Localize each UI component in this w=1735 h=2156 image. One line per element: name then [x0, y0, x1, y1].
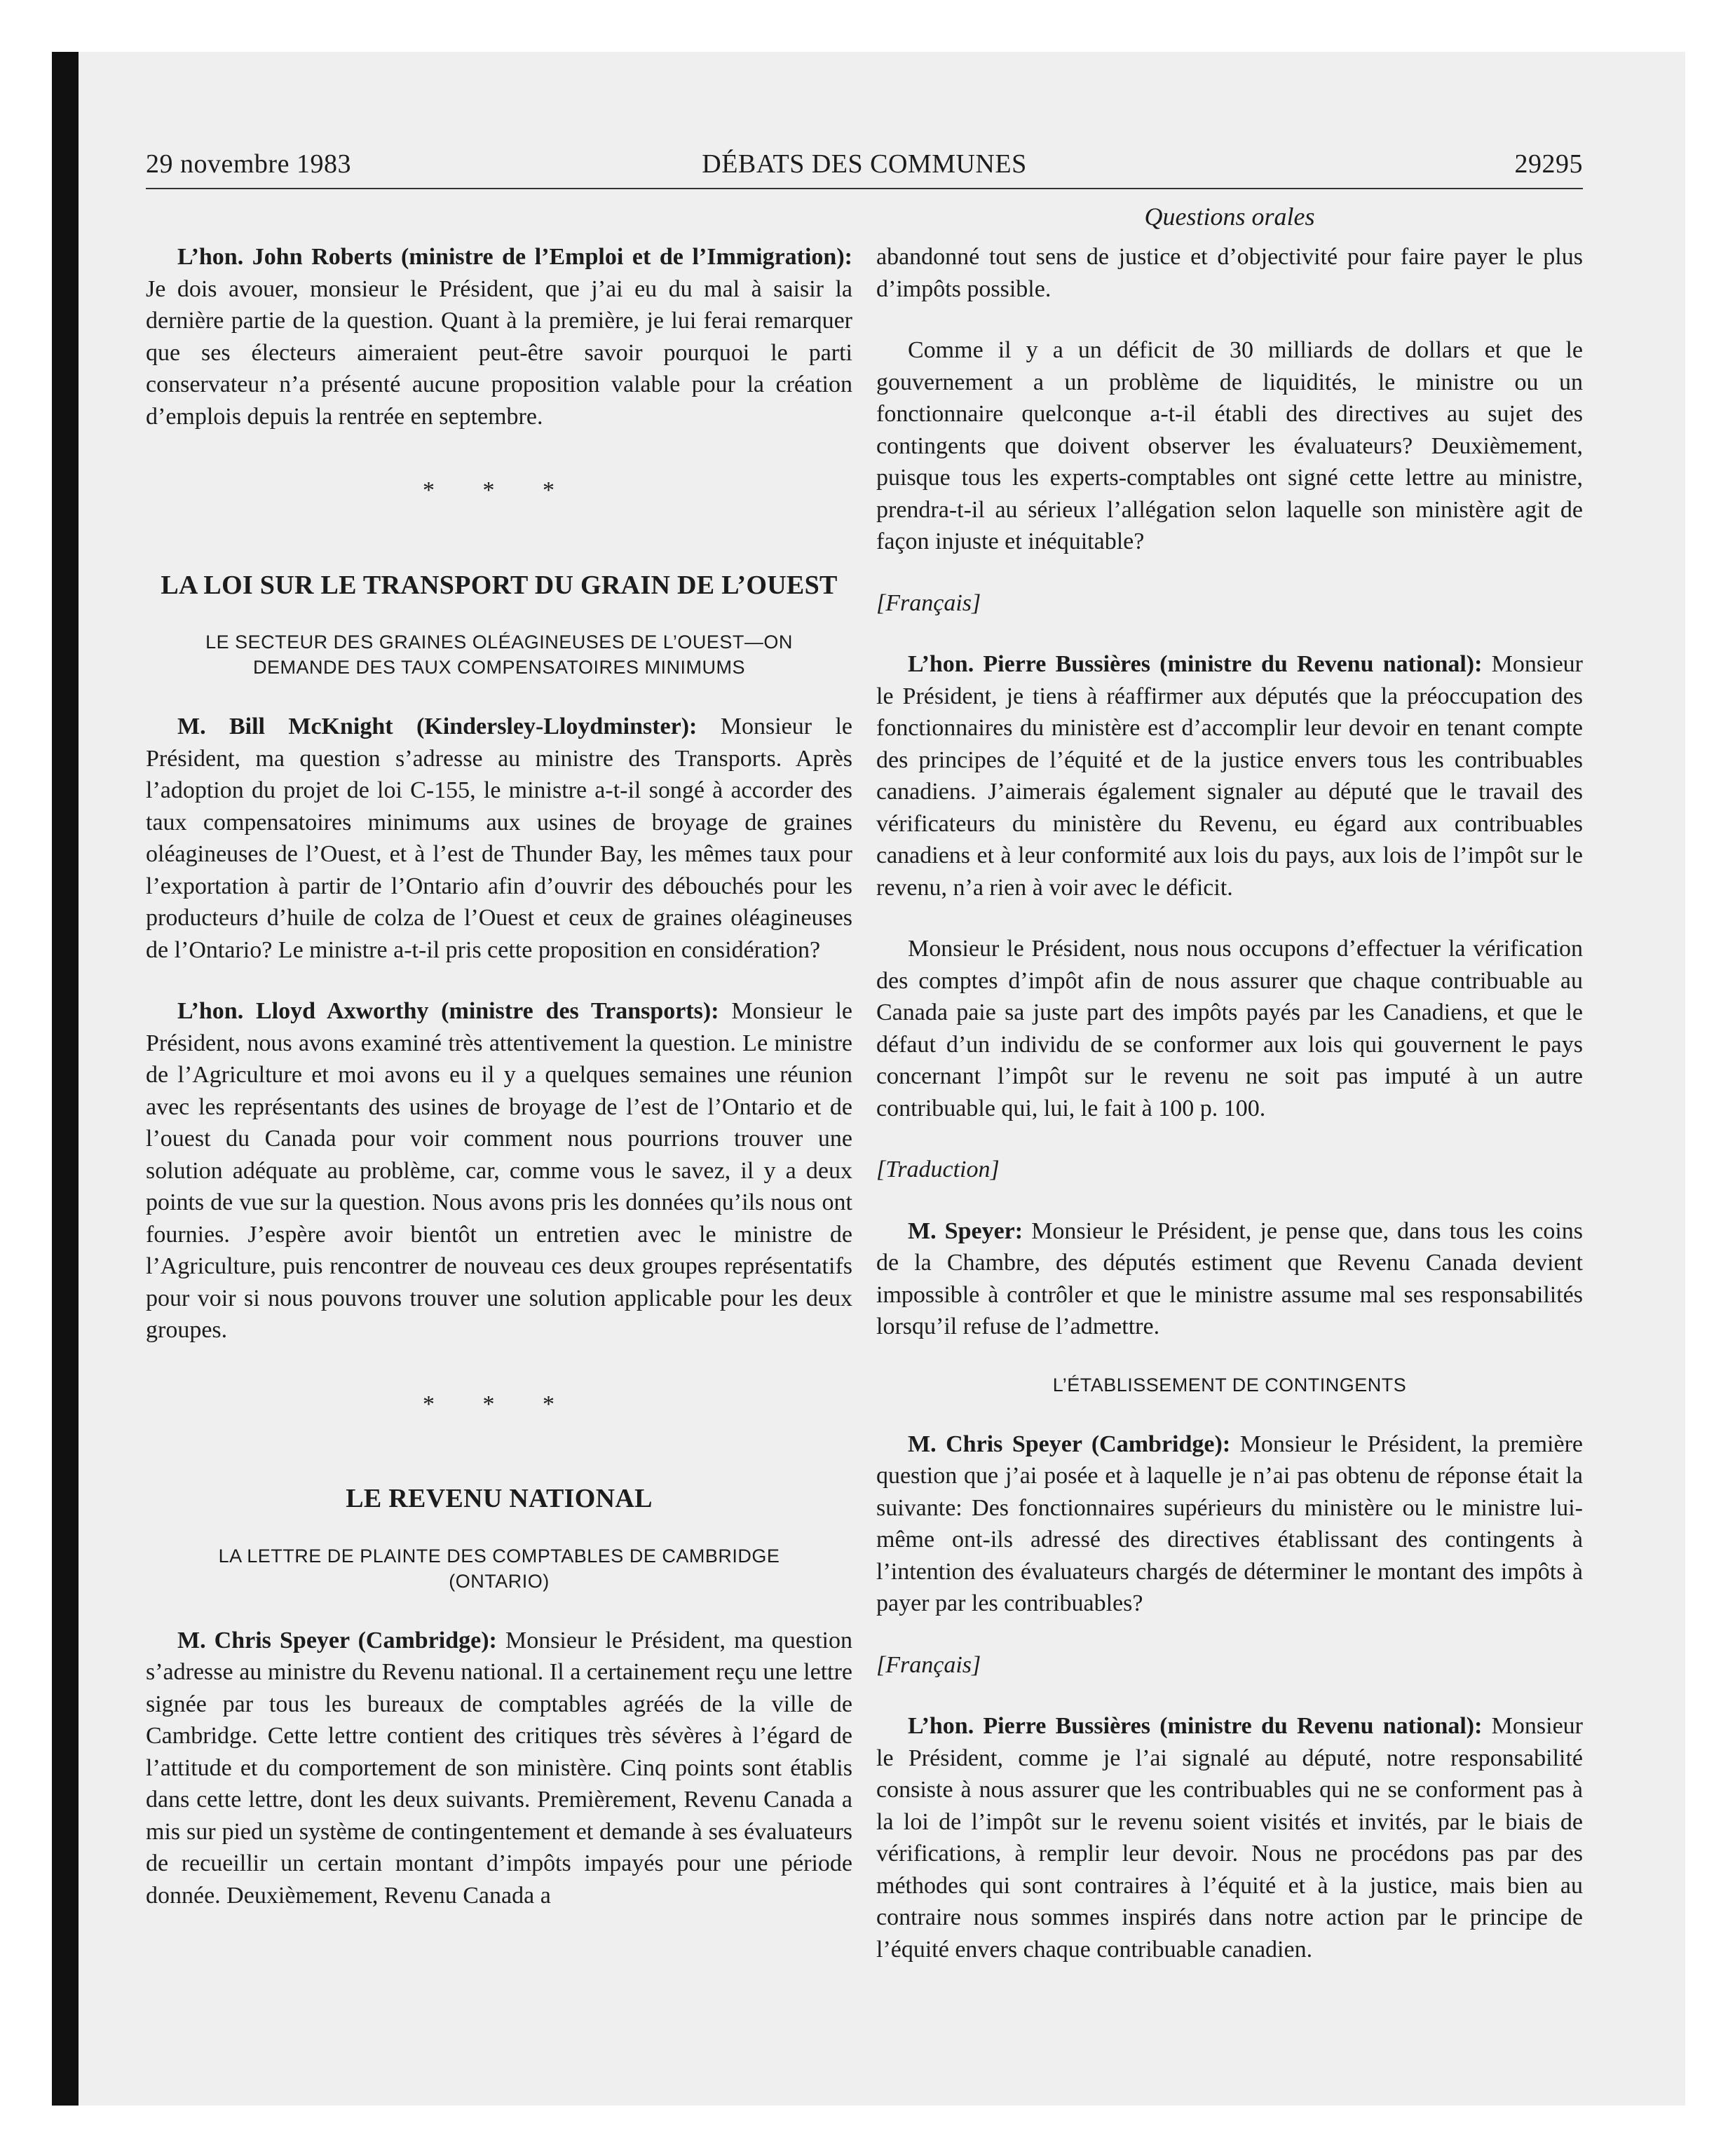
page-header — [146, 149, 1583, 189]
speaker-name: L’hon. Pierre Bussières (ministre du Revenu national): — [908, 1713, 1483, 1739]
speech-text: Monsieur le Président, comme je l’ai signalé au député, notre responsabilité consiste à nous assurer que les contribuables qui ne se conforment pas à la loi de l’impôt sur le revenu soient visités et invités, par le biais de vérifications, à remplir leur devoir. Nous ne procédons pas par des méthodes qui sont contraires à l’équité et à la justice, mais bien au contraire nous sommes inspirés dans notre action par le principe de l’équité envers chaque contribuable canadien. — [876, 1713, 1583, 1963]
speech-text: Monsieur le Président, ma question s’adresse au ministre du Revenu national. Il a certainement reçu une lettre signée par tous les bureaux de comptables agréés de la ville de Cambridge. Cette lettre contient des critiques très sévères à l’égard de l’attitude et du comportement de son ministère. Cinq points sont établis dans cette lettre, dont les deux suivants. Premièrement, Revenu Canada a mis sur pied un système de contingentement et demande à ses évaluateurs de recueillir un certain montant d’impôts impayés pour une période donnée. Deuxièmement, Revenu Canada a — [146, 1627, 852, 1909]
paragraph — [146, 241, 852, 432]
section-subtitle: LA LETTRE DE PLAINTE DES COMPTABLES DE CAMBRIDGE (ONTARIO) — [218, 1545, 780, 1592]
paragraph — [876, 1428, 1583, 1620]
speech-text: Monsieur le Président, ma question s’adresse au ministre des Transports. Après l’adoption du projet de loi C-155, le ministre a-t-il songé à accorder des taux compensatoires minimums aux usines de broyage de graines oléagineuses de l’Ouest, et à l’est de Thunder Bay, les mêmes taux pour l’exportation à partir de l’Ontario afin d’ouvrir des débouchés pour les producteurs d’huile de colza de l’Ouest et ceux de graines oléagineuses de l’Ontario? Le ministre a-t-il pris cette proposition en considération? — [146, 714, 853, 963]
section-separator: * * * — [423, 477, 576, 503]
header-title: DÉBATS DES COMMUNES — [702, 149, 1027, 179]
binding-edge — [52, 52, 79, 2106]
speaker-name: L’hon. Lloyd Axworthy (ministre des Transports): — [177, 998, 719, 1024]
speech-text: Monsieur le Président, la première question que j’ai posée et à laquelle je n’ai pas obtenu de réponse était la suivante: Des fonctionnaires supérieurs du ministère ou le ministre lui-même ont-ils adressé des directives établissant des contingents à l’intention des évaluateurs chargés de déterminer le montant des impôts à payer par les contribuables? — [876, 1431, 1584, 1616]
paragraph — [146, 995, 852, 1346]
speech-text: Monsieur le Président, nous avons examiné très attentivement la question. Le ministre de l’Agriculture et moi avons eu il y a quelques semaines une réunion avec les représentants des usines de broyage de l’est de l’Ontario et de l’ouest du Canada pour voir comment nous pourrions trouver une solution adéquate au problème, car, comme vous le savez, il y a deux points de vue sur la question. Nous avons pris les données qu’ils nous ont fournies. J’espère avoir bientôt un entretien avec le ministre de l’Agriculture, puis rencontrer de nouveau ces deux groupes représentatifs pour voir si nous pouvons trouver une solution applicable pour les deux groupes. — [146, 998, 852, 1343]
paragraph — [876, 933, 1583, 1124]
right-column — [876, 241, 1583, 1995]
speaker-name: M. Bill McKnight (Kindersley-Lloydminster): — [177, 714, 698, 739]
header-page-number: 29295 — [1514, 149, 1583, 179]
speech-text: Comme il y a un déficit de 30 milliards de dollars et que le gouvernement a un problème de liquidités, le ministre ou un fonctionnaire quelconque a-t-il établi des directives au sujet des contingents que doivent observer les évaluateurs? Deuxièmement, puisque tous les experts-comptables ont signé cette lettre au ministre, prendra-t-il au sérieux l’allégation selon laquelle son ministère agit de façon injuste et inéquitable? — [876, 337, 1583, 554]
speaker-name: M. Chris Speyer (Cambridge): — [908, 1431, 1231, 1457]
language-marker: [Traduction] — [876, 1157, 1000, 1182]
section-separator: * * * — [423, 1391, 576, 1417]
speaker-name: M. Speyer: — [908, 1217, 1023, 1244]
paragraph — [876, 648, 1583, 903]
section-subtitle: LE SECTEUR DES GRAINES OLÉAGINEUSES DE L’OUEST—ON DEMANDE DES TAUX COMPENSATOIRES MINIMUMS — [205, 632, 793, 678]
paragraph — [876, 241, 1583, 305]
paragraph — [876, 1710, 1583, 1965]
language-marker: [Français] — [876, 589, 981, 616]
paragraph — [146, 1625, 852, 1912]
paragraph — [876, 334, 1583, 558]
left-column — [146, 241, 852, 1941]
section-title: LA LOI SUR LE TRANSPORT DU GRAIN DE L’OUEST — [161, 570, 838, 600]
section-subtitle: L’ÉTABLISSEMENT DE CONTINGENTS — [1052, 1374, 1407, 1396]
language-marker: [Français] — [876, 1651, 981, 1678]
speech-text: Monsieur le Président, nous nous occupons d’effectuer la vérification des comptes d’impôt afin de nous assurer que chaque contribuable au Canada paie sa juste part des impôts payés par les Canadiens, et que le défaut d’un individu de se conformer aux lois qui gouvernent le pays concernant l’impôt sur le revenu ne soit pas imputé à un autre contribuable qui, lui, le fait à 100 p. 100. — [876, 936, 1583, 1121]
speech-text: Monsieur le Président, je tiens à réaffirmer aux députés que la préoccupation des fonctionnaires du ministère est d’accomplir leur devoir en tenant compte des principes de l’équité et de la justice envers tous les contribuables canadiens. J’aimerais également signaler au député que le travail des vérificateurs du ministère du Revenu, eu égard aux contribuables canadiens et à leur conformité aux lois du pays, aux lois de l’impôt sur le revenu, n’a rien à voir avec le déficit. — [876, 651, 1583, 901]
header-date: 29 novembre 1983 — [146, 149, 351, 179]
speech-text: abandonné tout sens de justice et d’objectivité pour faire payer le plus d’impôts possible. — [876, 244, 1583, 302]
speaker-name: L’hon. Pierre Bussières (ministre du Revenu national): — [908, 651, 1483, 677]
section-title: LE REVENU NATIONAL — [346, 1484, 653, 1513]
speech-text: Je dois avouer, monsieur le Président, que j’ai eu du mal à saisir la dernière partie de la question. Quant à la première, je lui ferai remarquer que ses électeurs aimeraient peut-être savoir pourquoi le parti conservateur n’a présenté aucune proposition valable pour la création d’emplois depuis la rentrée en septembre. — [146, 275, 852, 430]
speaker-name: L’hon. John Roberts (ministre de l’Emploi et de l’Immigration): — [177, 244, 852, 270]
paragraph — [876, 1215, 1583, 1343]
header-subtitle: Questions orales — [1144, 203, 1315, 231]
speech-text: Monsieur le Président, je pense que, dans tous les coins de la Chambre, des députés estiment que Revenu Canada devient impossible à contrôler et que le ministre assume mal ses responsabilités lorsqu’il refuse de l’admettre. — [876, 1217, 1583, 1339]
paragraph — [146, 711, 852, 966]
speaker-name: M. Chris Speyer (Cambridge): — [177, 1627, 497, 1653]
